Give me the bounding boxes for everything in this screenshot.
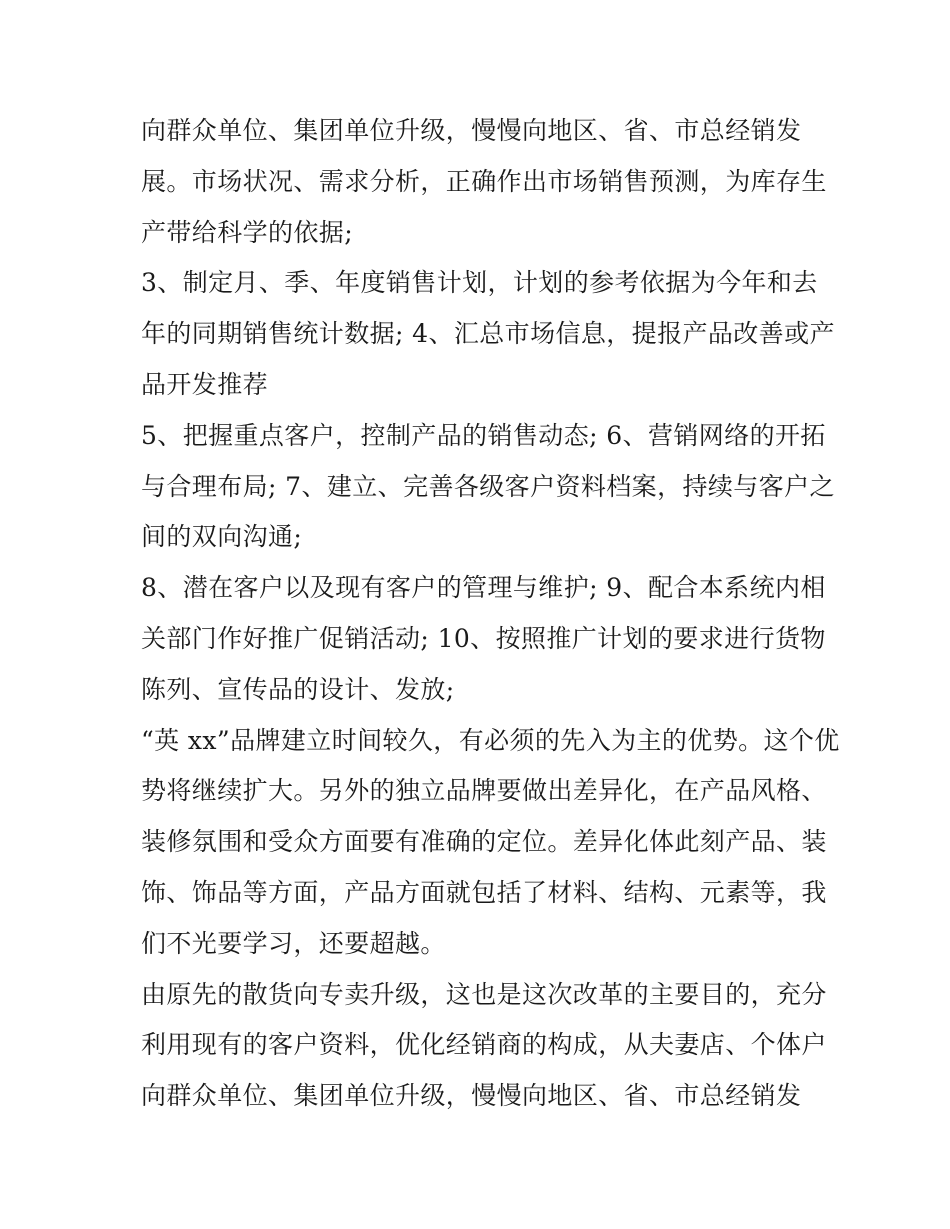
- text-line: 陈列、宣传品的设计、发放;: [141, 674, 455, 704]
- document-body: [141, 106, 840, 1122]
- text-line: 由原先的散货向专卖升级，这也是这次改革的主要目的，充分: [141, 979, 827, 1009]
- text-line: 饰、饰品等方面，产品方面就包括了材料、结构、元素等，我: [141, 877, 827, 907]
- text-line: “英 xx”品牌建立时间较久，有必须的先入为主的优势。这个优: [141, 725, 840, 755]
- text-line: 年的同期销售统计数据; 4、汇总市场信息，提报产品改善或产: [141, 319, 835, 349]
- text-line: 们不光要学习，还要超越。: [141, 928, 446, 958]
- text-line: 8、潜在客户以及现有客户的管理与维护; 9、配合本系统内相: [141, 573, 826, 603]
- text-line: 装修氛围和受众方面要有准确的定位。差异化体此刻产品、装: [141, 827, 827, 857]
- text-line: 利用现有的客户资料，优化经销商的构成，从夫妻店、个体户: [141, 1030, 827, 1060]
- text-line: 关部门作好推广促销活动; 10、按照推广计划的要求进行货物: [141, 623, 826, 653]
- text-line: 势将继续扩大。另外的独立品牌要做出差异化，在产品风格、: [141, 776, 827, 806]
- text-line: 展。市场状况、需求分析，正确作出市场销售预测，为库存生: [141, 166, 827, 196]
- text-line: 品开发推荐: [141, 369, 269, 399]
- text-line: 3、制定月、季、年度销售计划，计划的参考依据为今年和去: [141, 268, 818, 298]
- text-line: 与合理布局; 7、建立、完善各级客户资料档案，持续与客户之: [141, 471, 835, 501]
- text-line: 间的双向沟通;: [141, 522, 303, 552]
- text-line: 向群众单位、集团单位升级，慢慢向地区、省、市总经销发: [141, 1081, 802, 1111]
- text-line: 向群众单位、集团单位升级，慢慢向地区、省、市总经销发: [141, 116, 802, 145]
- text-line: 产带给科学的依据;: [141, 217, 354, 247]
- text-line: 5、把握重点客户，控制产品的销售动态; 6、营销网络的开拓: [141, 420, 826, 450]
